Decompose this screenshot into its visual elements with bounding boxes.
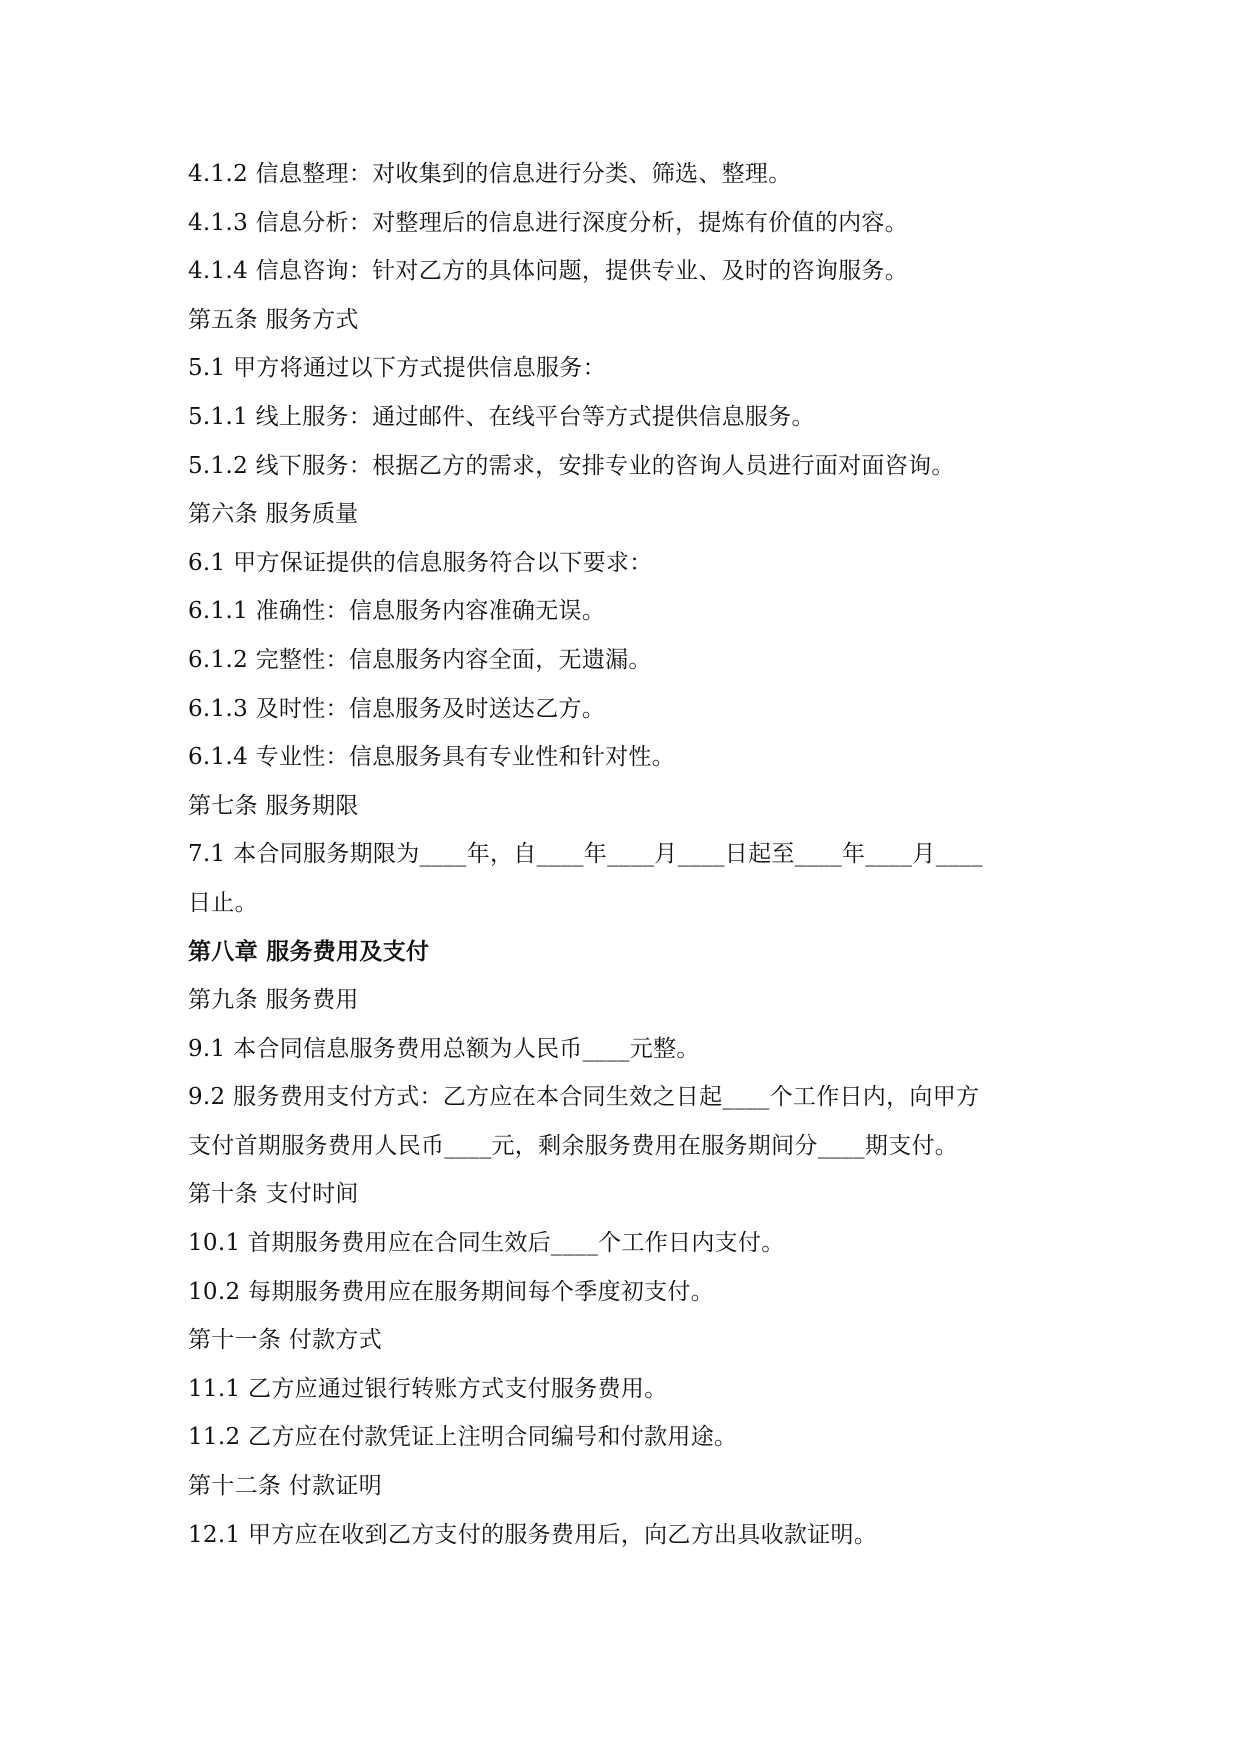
article-12-heading: 第十二条 付款证明 (188, 1473, 383, 1500)
clause-9-2: 9.2 服务费用支付方式：乙方应在本合同生效之日起____个工作日内，向甲方 (188, 1084, 980, 1111)
chapter-8-heading: 第八章 服务费用及支付 (188, 937, 430, 965)
article-7-heading: 第七条 服务期限 (188, 792, 359, 819)
clause-9-1: 9.1 本合同信息服务费用总额为人民币____元整。 (188, 1035, 700, 1062)
article-10-heading: 第十条 支付时间 (188, 1181, 359, 1208)
clause-6-1-3: 6.1.3 及时性：信息服务及时送达乙方。 (188, 695, 606, 722)
clause-11-2: 11.2 乙方应在付款凭证上注明合同编号和付款用途。 (188, 1424, 738, 1451)
clause-5-1: 5.1 甲方将通过以下方式提供信息服务： (188, 355, 606, 382)
clause-7-1: 7.1 本合同服务期限为____年，自____年____月____日起至____年____月____ (188, 841, 983, 868)
clause-5-1-1: 5.1.1 线上服务：通过邮件、在线平台等方式提供信息服务。 (188, 403, 815, 430)
clause-5-1-2: 5.1.2 线下服务：根据乙方的需求，安排专业的咨询人员进行面对面咨询。 (188, 452, 955, 479)
document-body (188, 150, 1068, 1559)
clause-10-1: 10.1 首期服务费用应在合同生效后____个工作日内支付。 (188, 1230, 785, 1257)
article-6-heading: 第六条 服务质量 (188, 501, 359, 528)
clause-6-1-1: 6.1.1 准确性：信息服务内容准确无误。 (188, 598, 606, 625)
clause-4-1-4: 4.1.4 信息咨询：针对乙方的具体问题，提供专业、及时的咨询服务。 (188, 258, 909, 285)
article-11-heading: 第十一条 付款方式 (188, 1327, 383, 1354)
clause-12-1: 12.1 甲方应在收到乙方支付的服务费用后，向乙方出具收款证明。 (188, 1521, 878, 1548)
clause-9-2-continued: 支付首期服务费用人民币____元，剩余服务费用在服务期间分____期支付。 (188, 1132, 959, 1159)
article-9-heading: 第九条 服务费用 (188, 987, 359, 1014)
clause-4-1-3: 4.1.3 信息分析：对整理后的信息进行深度分析，提炼有价值的内容。 (188, 209, 909, 236)
article-5-heading: 第五条 服务方式 (188, 306, 359, 333)
clause-6-1-2: 6.1.2 完整性：信息服务内容全面，无遗漏。 (188, 646, 652, 673)
clause-4-1-2: 4.1.2 信息整理：对收集到的信息进行分类、筛选、整理。 (188, 161, 792, 187)
clause-10-2: 10.2 每期服务费用应在服务期间每个季度初支付。 (188, 1278, 715, 1305)
clause-6-1-4: 6.1.4 专业性：信息服务具有专业性和针对性。 (188, 744, 676, 771)
clause-6-1: 6.1 甲方保证提供的信息服务符合以下要求： (188, 549, 653, 576)
clause-7-1-continued: 日止。 (188, 889, 258, 916)
clause-11-1: 11.1 乙方应通过银行转账方式支付服务费用。 (188, 1375, 668, 1402)
